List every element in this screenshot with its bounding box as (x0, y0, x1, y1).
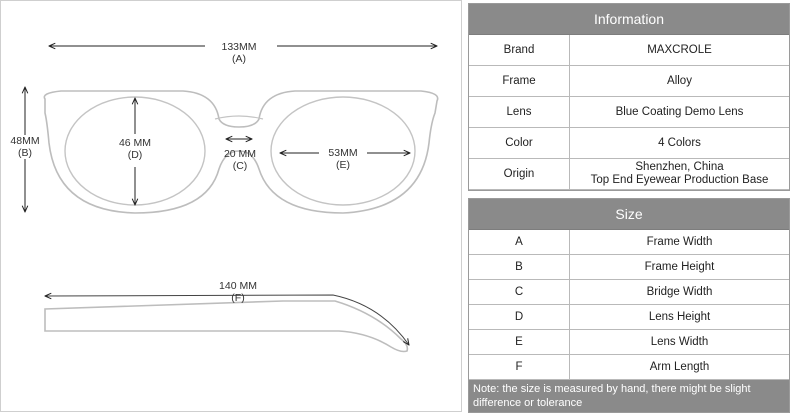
frame-height-letter: (B) (18, 147, 32, 159)
frame-height-label (3, 135, 47, 159)
info-value-lens: Blue Coating Demo Lens (570, 97, 790, 128)
info-key-origin: Origin (469, 159, 570, 190)
frame-width-label (214, 41, 264, 65)
info-value-origin (570, 159, 790, 190)
lens-width-letter: (E) (336, 159, 350, 171)
size-key-d: D (469, 305, 570, 330)
lens-width-label (319, 147, 367, 171)
table-row (469, 35, 789, 66)
size-key-f: F (469, 355, 570, 380)
info-key-frame: Frame (469, 66, 570, 97)
size-key-b: B (469, 255, 570, 280)
arm-length-label (213, 280, 263, 304)
size-value-f: Arm Length (570, 355, 790, 380)
bridge-width-label (215, 148, 265, 172)
frame-height-value: 48MM (10, 135, 40, 147)
frame-width-letter: (A) (232, 53, 246, 65)
bridge-width-letter: (C) (232, 160, 248, 172)
table-row (469, 230, 789, 255)
frame-width-value: 133MM (221, 41, 257, 53)
arm-outline (45, 301, 407, 352)
table-row (469, 255, 789, 280)
size-value-a: Frame Width (570, 230, 790, 255)
origin-line-1: Shenzhen, China (635, 161, 724, 173)
origin-line-2: Top End Eyewear Production Base (590, 174, 769, 186)
info-key-brand: Brand (469, 35, 570, 66)
size-table (469, 230, 789, 380)
info-key-lens: Lens (469, 97, 570, 128)
info-value-color: 4 Colors (570, 128, 790, 159)
size-value-b: Frame Height (570, 255, 790, 280)
bridge-width-value: 20 MM (223, 148, 257, 160)
information-table (469, 35, 789, 190)
table-row (469, 330, 789, 355)
lens-height-value: 46 MM (118, 137, 152, 149)
size-key-a: A (469, 230, 570, 255)
size-key-c: C (469, 280, 570, 305)
bridge-outline (215, 116, 263, 119)
table-row (469, 305, 789, 330)
information-panel (468, 3, 790, 191)
size-key-e: E (469, 330, 570, 355)
info-value-brand: MAXCROLE (570, 35, 790, 66)
size-title: Size (469, 199, 789, 230)
table-row (469, 355, 789, 380)
size-panel (468, 198, 790, 413)
size-note: Note: the size is measured by hand, there might be slight difference or tolerance (469, 380, 789, 412)
table-row (469, 66, 789, 97)
information-title: Information (469, 4, 789, 35)
table-row (469, 280, 789, 305)
arm-length-value: 140 MM (219, 280, 257, 292)
info-key-color: Color (469, 128, 570, 159)
lens-height-letter: (D) (127, 149, 143, 161)
size-value-d: Lens Height (570, 305, 790, 330)
size-value-e: Lens Width (570, 330, 790, 355)
lens-height-label (111, 137, 159, 161)
arm-length-letter: (F) (231, 292, 245, 304)
size-value-c: Bridge Width (570, 280, 790, 305)
lens-width-value: 53MM (328, 147, 358, 159)
table-row (469, 159, 789, 190)
table-row (469, 97, 789, 128)
table-row (469, 128, 789, 159)
info-value-frame: Alloy (570, 66, 790, 97)
